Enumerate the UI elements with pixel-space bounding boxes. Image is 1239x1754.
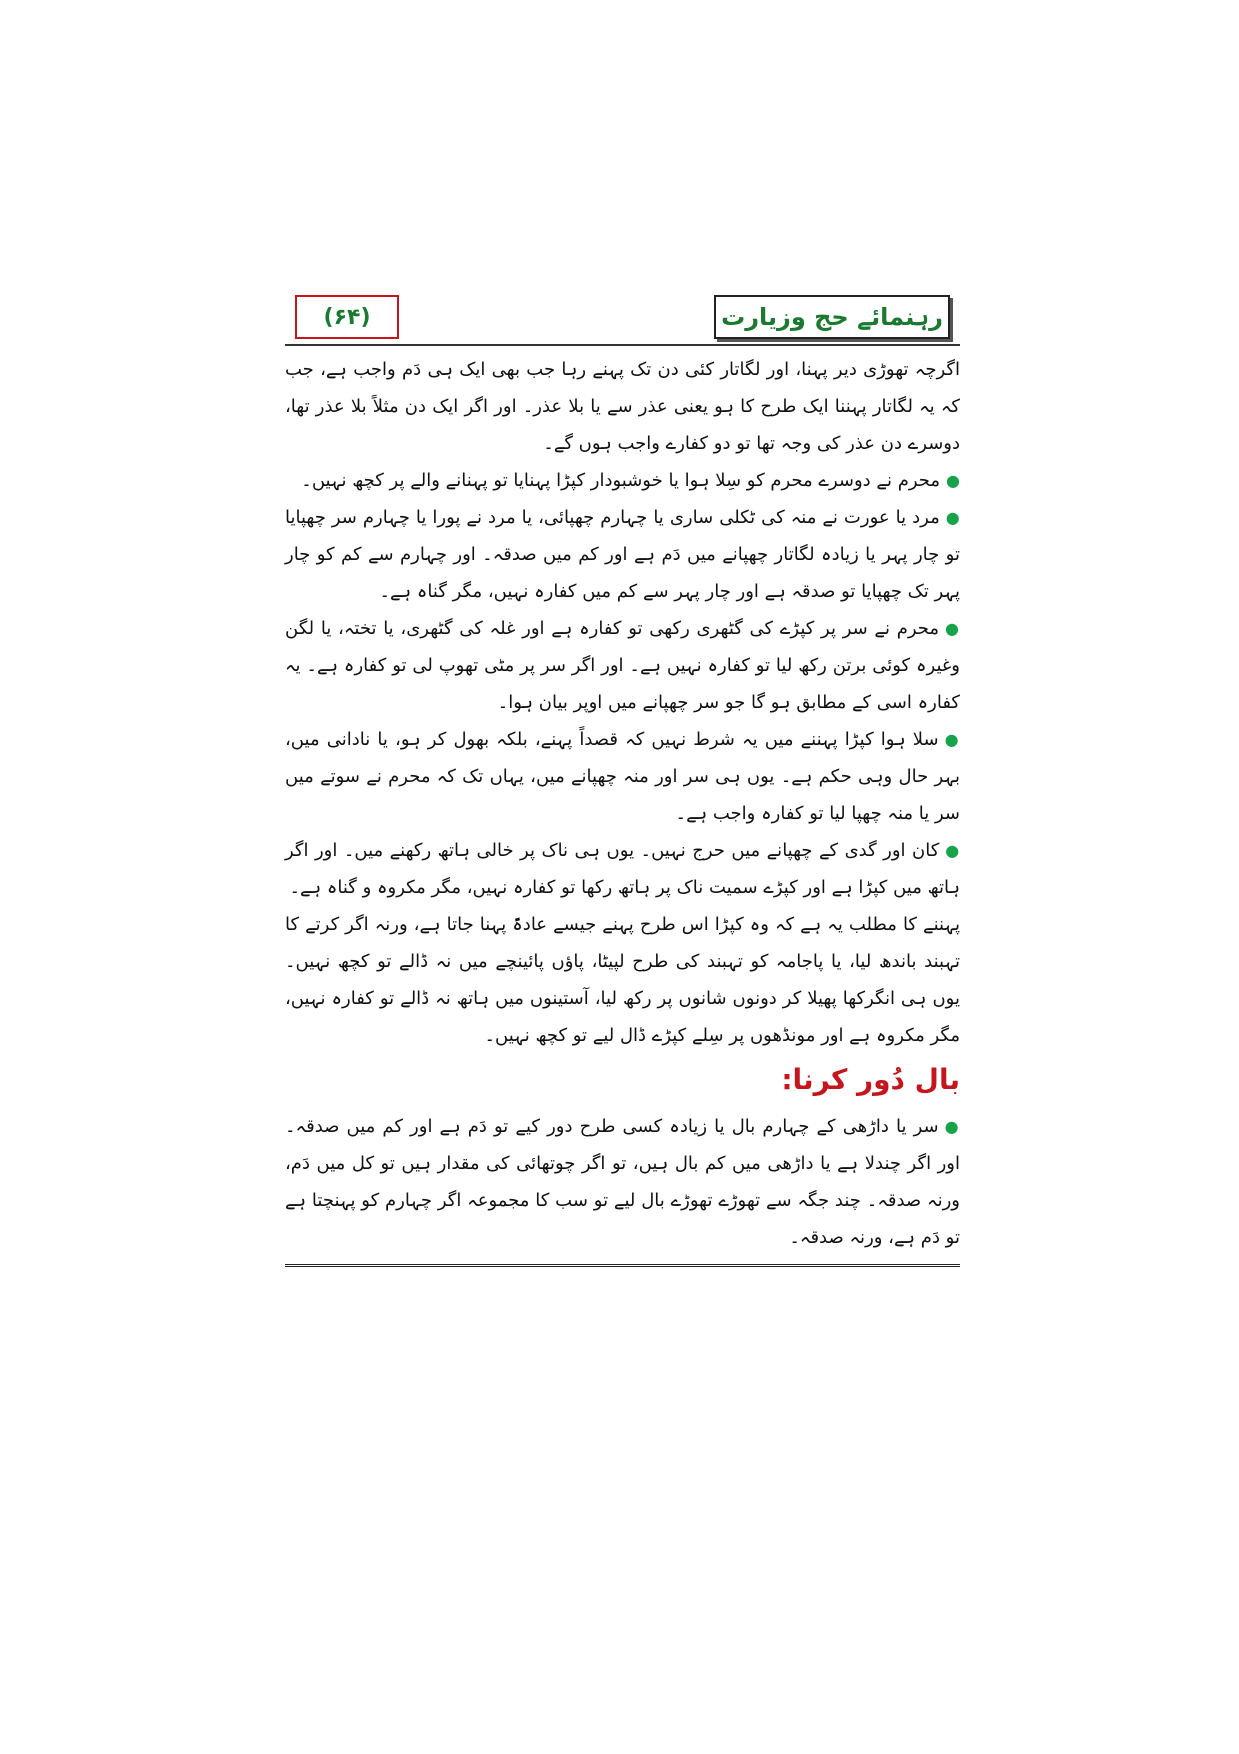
bullet-paragraph (285, 1108, 960, 1256)
bullet-dot-icon: ● (946, 471, 960, 490)
paragraph (285, 906, 960, 1054)
bullet-dot-icon: ● (945, 619, 961, 638)
paragraph (285, 351, 960, 462)
page-header (285, 295, 960, 345)
paragraph-text: مرد یا عورت نے منہ کی ٹکلی ساری یا چہارم چھپائی، یا مرد نے پورا یا چہارم سر چھپایا تو چار پہر یا زیادہ لگاتار چھپانے میں دَم ہے اور کم میں صدقہ۔ اور چہارم سے کم کو چار پہر تک چھپایا تو صدقہ ہے اور چار پہر سے کم میں کفارہ نہیں، مگر گناہ ہے۔ (285, 507, 960, 602)
bullet-paragraph (285, 721, 960, 832)
bullet-dot-icon: ● (945, 841, 960, 860)
bullet-paragraph (285, 610, 960, 721)
page-number: (۶۴) (295, 295, 399, 339)
book-title: رہنمائے حج وزیارت (714, 295, 950, 339)
paragraph-text: سلا ہوا کپڑا پہننے میں یہ شرط نہیں کہ قصداً پہنے، بلکہ بھول کر ہو، یا نادانی میں، بہر حال وہی حکم ہے۔ یوں ہی سر اور منہ چھپانے میں، یہاں تک کہ محرم نے سوتے میں سر یا منہ چھپا لیا تو کفارہ واجب ہے۔ (285, 729, 960, 824)
bullet-dot-icon: ● (944, 730, 961, 749)
paragraph-text: محرم نے دوسرے محرم کو سِلا ہوا یا خوشبودار کپڑا پہنایا تو پہنانے والے پر کچھ نہیں۔ (301, 470, 941, 491)
bullet-paragraph (285, 832, 960, 906)
bullet-paragraph (285, 499, 960, 610)
book-page (285, 295, 960, 1271)
bullet-dot-icon: ● (945, 508, 960, 527)
page-body (285, 345, 960, 1271)
paragraph-text: سر یا داڑھی کے چہارم بال یا زیادہ کسی طرح دور کیے تو دَم ہے اور کم میں صدقہ۔ اور اگر چندلا ہے یا داڑھی میں کم بال ہیں، تو اگر چوتھائی کی مقدار ہیں تو کل میں دَم، ورنہ صدقہ۔ چند جگہ سے تھوڑے تھوڑے بال لیے تو سب کا مجموعہ اگر چہارم کو پہنچتا ہے تو دَم ہے، ورنہ صدقہ۔ (285, 1116, 960, 1248)
paragraph-text: کان اور گدی کے چھپانے میں حرج نہیں۔ یوں ہی ناک پر خالی ہاتھ رکھنے میں۔ اور اگر ہاتھ میں کپڑا ہے اور کپڑے سمیت ناک پر ہاتھ رکھا تو کفارہ نہیں، مگر مکروہ و گناہ ہے۔ (285, 840, 960, 898)
bullet-dot-icon: ● (944, 1117, 960, 1136)
header-divider (285, 344, 960, 346)
paragraph-text: اگرچہ تھوڑی دیر پہنا، اور لگاتار کئی دن تک پہنے رہا جب بھی ایک ہی دَم واجب ہے، جب کہ یہ لگاتار پہننا ایک طرح کا ہو یعنی عذر سے یا بلا عذر۔ اور اگر ایک دن مثلاً بلا عذر تھا، دوسرے دن عذر کی وجہ تھا تو دو کفارے واجب ہوں گے۔ (285, 359, 960, 454)
bullet-paragraph (285, 462, 960, 499)
footer-divider (285, 1264, 960, 1271)
section-heading: بال دُور کرنا: (781, 1063, 960, 1096)
paragraph-text: پہننے کا مطلب یہ ہے کہ وہ کپڑا اس طرح پہنے جیسے عادۃً پہنا جاتا ہے، ورنہ اگر کرتے کا تہبند باندھ لیا، یا پاجامہ کو تہبند کی طرح لپیٹا، پاؤں پائینچے میں نہ ڈالے تو کچھ نہیں۔ یوں ہی انگرکھا پھیلا کر دونوں شانوں پر رکھ لیا، آستینوں میں ہاتھ نہ ڈالے تو کفارہ نہیں، مگر مکروہ ہے اور مونڈھوں پر سِلے کپڑے ڈال لیے تو کچھ نہیں۔ (285, 914, 960, 1046)
paragraph-text: محرم نے سر پر کپڑے کی گٹھری رکھی تو کفارہ ہے اور غلہ کی گٹھری، یا تختہ، یا لگن وغیرہ کوئی برتن رکھ لیا تو کفارہ نہیں ہے۔ اور اگر سر پر مٹی تھوپ لی تو کفارہ ہے۔ یہ کفارہ اسی کے مطابق ہو گا جو سر چھپانے میں اوپر بیان ہوا۔ (285, 618, 960, 713)
